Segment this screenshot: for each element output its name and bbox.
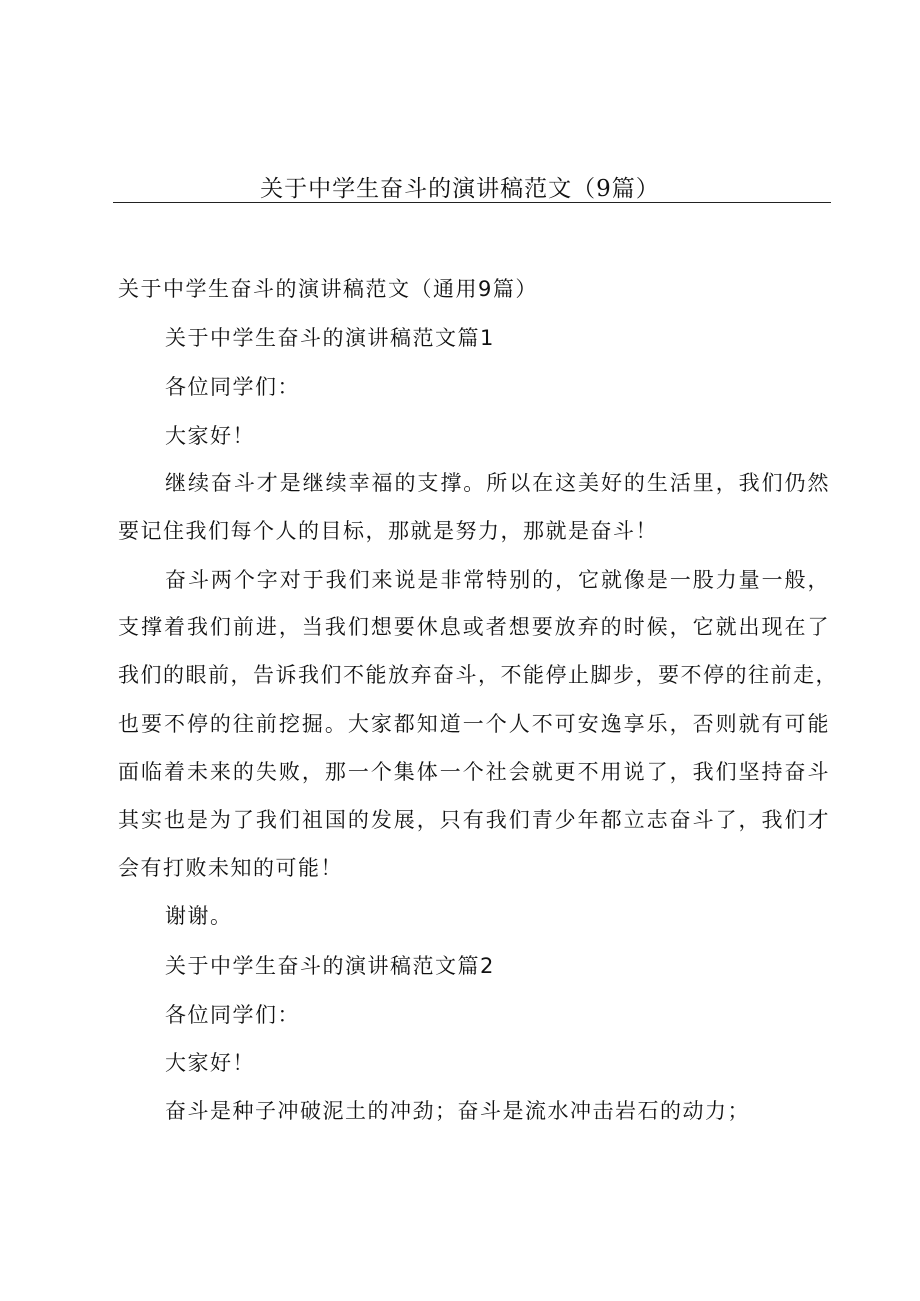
section1-heading: 关于中学生奋斗的演讲稿范文篇1	[165, 326, 495, 350]
section1-greeting: 大家好！	[165, 424, 255, 448]
section2-greeting: 大家好！	[165, 1051, 255, 1075]
section1-para2-line: 我们的眼前，告诉我们不能放弃奋斗，不能停止脚步，要不停的往前走，	[118, 663, 838, 687]
section1-para1-line: 要记住我们每个人的目标，那就是努力，那就是奋斗！	[118, 519, 658, 543]
section1-salutation: 各位同学们：	[165, 375, 300, 399]
section2-heading: 关于中学生奋斗的演讲稿范文篇2	[165, 954, 495, 978]
section1-para2-line: 支撑着我们前进，当我们想要休息或者想要放弃的时候，它就出现在了	[118, 615, 830, 639]
document-subtitle: 关于中学生奋斗的演讲稿范文（通用9篇）	[118, 277, 538, 301]
section1-para2-line: 面临着未来的失败，那一个集体一个社会就更不用说了，我们坚持奋斗	[118, 760, 830, 784]
section1-para2-line: 会有打败未知的可能！	[118, 856, 343, 880]
section1-para2-line: 其实也是为了我们祖国的发展，只有我们青少年都立志奋斗了，我们才	[118, 808, 830, 832]
title-underline	[113, 202, 831, 203]
section1-para2-line: 也要不停的往前挖掘。大家都知道一个人不可安逸享乐，否则就有可能	[118, 712, 830, 736]
section1-para1-line: 继续奋斗才是继续幸福的支撑。所以在这美好的生活里，我们仍然	[165, 471, 830, 495]
section1-para2-line: 奋斗两个字对于我们来说是非常特别的，它就像是一股力量一般，	[165, 568, 830, 592]
section1-closing: 谢谢。	[165, 904, 233, 928]
document-title: 关于中学生奋斗的演讲稿范文（9篇）	[260, 176, 660, 202]
section2-salutation: 各位同学们：	[165, 1003, 300, 1027]
section2-para1-line: 奋斗是种子冲破泥土的冲劲；奋斗是流水冲击岩石的动力；	[165, 1099, 750, 1123]
